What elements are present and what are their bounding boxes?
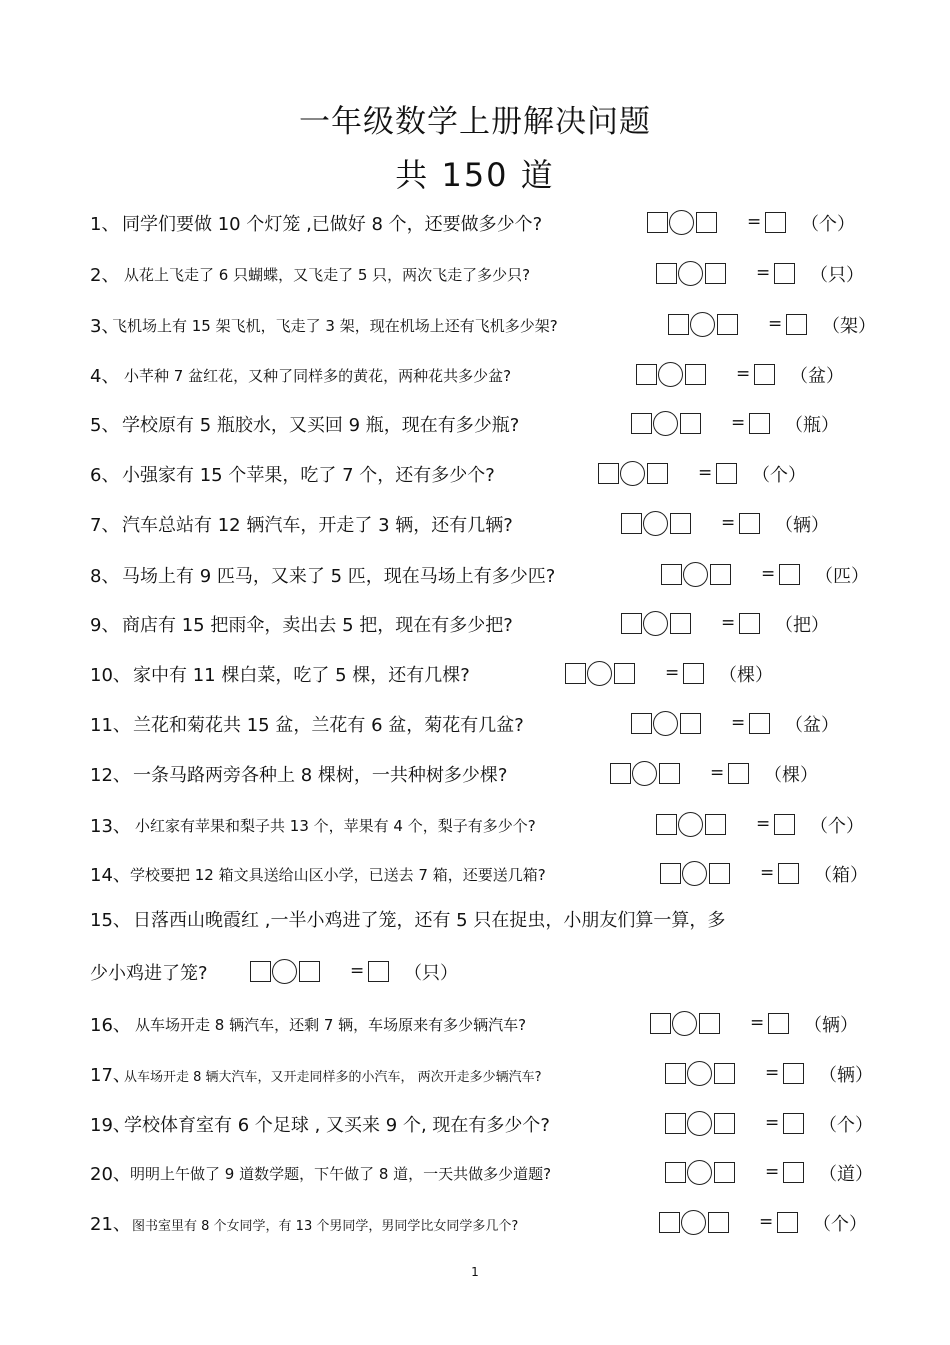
problem-text: 一条马路两旁各种上 8 棵树，一共种树多少棵? [133,765,508,786]
operand-box[interactable] [668,314,689,335]
problem-text: 学校体育室有 6 个足球 , 又买来 9 个, 现在有多少个? [124,1115,550,1136]
unit-label: （棵） [764,765,818,786]
problem-number: 2、 [90,265,120,286]
problem-row [0,1109,950,1149]
result-box[interactable] [779,564,800,585]
problem-text: 汽车总站有 12 辆汽车，开走了 3 辆，还有几辆? [122,515,513,536]
problem-text-continued: 少小鸡进了笼? [90,963,208,984]
operand-box[interactable] [708,1212,729,1233]
operand-box[interactable] [631,713,652,734]
problem-text: 明明上午做了 9 道数学题，下午做了 8 道，一天共做多少道题? [130,1165,552,1183]
result-box[interactable] [777,1212,798,1233]
problem-text: 小红家有苹果和梨子共 13 个，苹果有 4 个，梨子有多少个? [135,817,536,835]
equals-sign: = [765,1113,780,1133]
problem-row [0,709,950,749]
problem-row [0,1208,950,1248]
problem-row [0,810,950,850]
problem-row [0,1009,950,1049]
operator-circle[interactable] [681,1210,706,1235]
operator-circle[interactable] [690,312,715,337]
operand-box[interactable] [705,263,726,284]
page-title: 一年级数学上册解决问题 [299,104,651,140]
unit-label: （只） [404,963,458,984]
unit-label: （只） [810,265,864,286]
problem-number: 17、 [90,1065,131,1086]
problem-text: 小强家有 15 个苹果，吃了 7 个，还有多少个? [122,465,495,486]
operand-box[interactable] [685,364,706,385]
operand-box[interactable] [699,1013,720,1034]
problem-number: 5、 [90,415,120,436]
unit-label: （棵） [719,665,773,686]
operand-box[interactable] [614,663,635,684]
operator-circle[interactable] [683,562,708,587]
operand-box[interactable] [680,413,701,434]
problem-text: 兰花和菊花共 15 盆，兰花有 6 盆，菊花有几盆? [133,715,524,736]
problem-text: 日落西山晚霞红 ,一半小鸡进了笼，还有 5 只在捉虫，小朋友们算一算，多 [133,910,726,931]
problem-row [0,759,950,799]
problem-number: 8、 [90,566,120,587]
operator-circle[interactable] [653,711,678,736]
unit-label: （个） [810,816,864,837]
problem-row [0,259,950,299]
result-box[interactable] [749,413,770,434]
operand-box[interactable] [714,1063,735,1084]
equals-sign: = [731,413,746,433]
problem-row [0,904,950,944]
problem-number: 21、 [90,1214,131,1235]
operand-box[interactable] [696,212,717,233]
operator-circle[interactable] [643,511,668,536]
problem-row [0,360,950,400]
problem-number: 14、 [90,865,131,886]
operand-box[interactable] [714,1113,735,1134]
problem-number: 16、 [90,1015,131,1036]
problem-row [0,409,950,449]
operator-circle[interactable] [643,611,668,636]
problem-text: 飞机场上有 15 架飞机，飞走了 3 架，现在机场上还有飞机多少架? [112,317,558,335]
problem-row [0,560,950,600]
problem-row [0,609,950,649]
unit-label: （盆） [785,715,839,736]
unit-label: （把） [775,615,829,636]
unit-label: （盆） [790,366,844,387]
result-box[interactable] [368,961,389,982]
problem-number: 13、 [90,816,131,837]
unit-label: （架） [822,316,876,337]
problem-text: 学校要把 12 箱文具送给山区小学，已送去 7 箱，还要送几箱? [130,866,546,884]
problem-number: 10、 [90,665,131,686]
problem-text: 从车场开走 8 辆大汽车，又开走同样多的小汽车， 两次开走多少辆汽车? [124,1070,542,1085]
operator-circle[interactable] [687,1111,712,1136]
problem-row [0,1059,950,1099]
operand-box[interactable] [636,364,657,385]
operand-box[interactable] [680,713,701,734]
problem-text: 马场上有 9 匹马，又来了 5 匹，现在马场上有多少匹? [122,566,556,587]
equals-sign: = [736,364,751,384]
operand-box[interactable] [710,564,731,585]
operand-box[interactable] [659,1212,680,1233]
problem-row [0,208,950,248]
problem-number: 11、 [90,715,131,736]
result-box[interactable] [754,364,775,385]
page-subtitle: 共 150 道 [395,156,555,194]
equals-sign: = [665,663,680,683]
operator-circle[interactable] [653,411,678,436]
operand-box[interactable] [659,763,680,784]
problem-number: 20、 [90,1164,131,1185]
problem-number: 4、 [90,366,120,387]
equals-sign: = [761,564,776,584]
operand-box[interactable] [709,863,730,884]
equals-sign: = [765,1063,780,1083]
result-box[interactable] [765,212,786,233]
problem-text: 图书室里有 8 个女同学，有 13 个男同学，男同学比女同学多几个? [132,1219,519,1234]
operand-box[interactable] [250,961,271,982]
result-box[interactable] [728,763,749,784]
operand-box[interactable] [670,513,691,534]
operand-box[interactable] [714,1162,735,1183]
equals-sign: = [350,961,365,981]
operand-box[interactable] [665,1162,686,1183]
unit-label: （个） [801,214,855,235]
unit-label: （辆） [775,515,829,536]
problem-row [0,1158,950,1198]
operand-box[interactable] [665,1113,686,1134]
operator-circle[interactable] [687,1061,712,1086]
equals-sign: = [768,314,783,334]
operand-box[interactable] [650,1013,671,1034]
operand-box[interactable] [656,263,677,284]
equals-sign: = [760,863,775,883]
result-box[interactable] [778,863,799,884]
problem-row [0,459,950,499]
operator-circle[interactable] [272,959,297,984]
problem-text: 学校原有 5 瓶胶水，又买回 9 瓶，现在有多少瓶? [122,415,520,436]
result-box[interactable] [786,314,807,335]
unit-label: （辆） [804,1015,858,1036]
operand-box[interactable] [610,763,631,784]
operator-circle[interactable] [672,1011,697,1036]
result-box[interactable] [716,463,737,484]
operator-circle[interactable] [587,661,612,686]
result-box[interactable] [768,1013,789,1034]
operator-circle[interactable] [678,261,703,286]
problem-text: 小芊种 7 盆红花，又种了同样多的黄花，两种花共多少盆? [124,367,512,385]
operand-box[interactable] [670,613,691,634]
equals-sign: = [698,463,713,483]
unit-label: （箱） [814,865,868,886]
operator-circle[interactable] [658,362,683,387]
unit-label: （个） [752,465,806,486]
result-box[interactable] [783,1162,804,1183]
result-box[interactable] [774,814,795,835]
operand-box[interactable] [705,814,726,835]
operand-box[interactable] [621,513,642,534]
problem-number: 1、 [90,214,120,235]
equals-sign: = [765,1162,780,1182]
operator-circle[interactable] [620,461,645,486]
unit-label: （瓶） [785,415,839,436]
problem-number: 15、 [90,910,131,931]
result-box[interactable] [739,513,760,534]
operand-box[interactable] [631,413,652,434]
problem-row [0,859,950,899]
problem-text: 同学们要做 10 个灯笼 ,已做好 8 个，还要做多少个? [122,214,543,235]
equals-sign: = [756,263,771,283]
problem-number: 9、 [90,615,120,636]
equals-sign: = [747,212,762,232]
problem-number: 3、 [90,316,120,337]
unit-label: （辆） [819,1065,873,1086]
problem-row [0,310,950,350]
result-box[interactable] [783,1113,804,1134]
operator-circle[interactable] [632,761,657,786]
unit-label: （个） [813,1214,867,1235]
operand-box[interactable] [647,212,668,233]
operand-box[interactable] [717,314,738,335]
equals-sign: = [731,713,746,733]
result-box[interactable] [749,713,770,734]
operand-box[interactable] [661,564,682,585]
result-box[interactable] [739,613,760,634]
equals-sign: = [750,1013,765,1033]
problem-number: 6、 [90,465,120,486]
result-box[interactable] [783,1063,804,1084]
operator-circle[interactable] [687,1160,712,1185]
operator-circle[interactable] [682,861,707,886]
operator-circle[interactable] [669,210,694,235]
problem-number: 7、 [90,515,120,536]
problem-text: 从车场开走 8 辆汽车，还剩 7 辆，车场原来有多少辆汽车? [135,1016,527,1034]
page-number: 1 [471,1265,479,1279]
equals-sign: = [759,1212,774,1232]
result-box[interactable] [774,263,795,284]
operand-box[interactable] [656,814,677,835]
equals-sign: = [721,613,736,633]
unit-label: （个） [819,1115,873,1136]
equals-sign: = [721,513,736,533]
problem-number: 19、 [90,1115,131,1136]
problem-text: 从花上飞走了 6 只蝴蝶，又飞走了 5 只，两次飞走了多少只? [124,266,531,284]
operand-box[interactable] [647,463,668,484]
problem-text: 商店有 15 把雨伞，卖出去 5 把，现在有多少把? [122,615,513,636]
operand-box[interactable] [299,961,320,982]
problem-number: 12、 [90,765,131,786]
operand-box[interactable] [665,1063,686,1084]
operand-box[interactable] [621,613,642,634]
operand-box[interactable] [598,463,619,484]
operator-circle[interactable] [678,812,703,837]
result-box[interactable] [683,663,704,684]
unit-label: （道） [819,1164,873,1185]
problem-row [0,509,950,549]
equals-sign: = [756,814,771,834]
operand-box[interactable] [565,663,586,684]
operand-box[interactable] [660,863,681,884]
problem-row [0,659,950,699]
problem-text: 家中有 11 棵白菜，吃了 5 棵，还有几棵? [133,665,470,686]
unit-label: （匹） [815,566,869,587]
equals-sign: = [710,763,725,783]
